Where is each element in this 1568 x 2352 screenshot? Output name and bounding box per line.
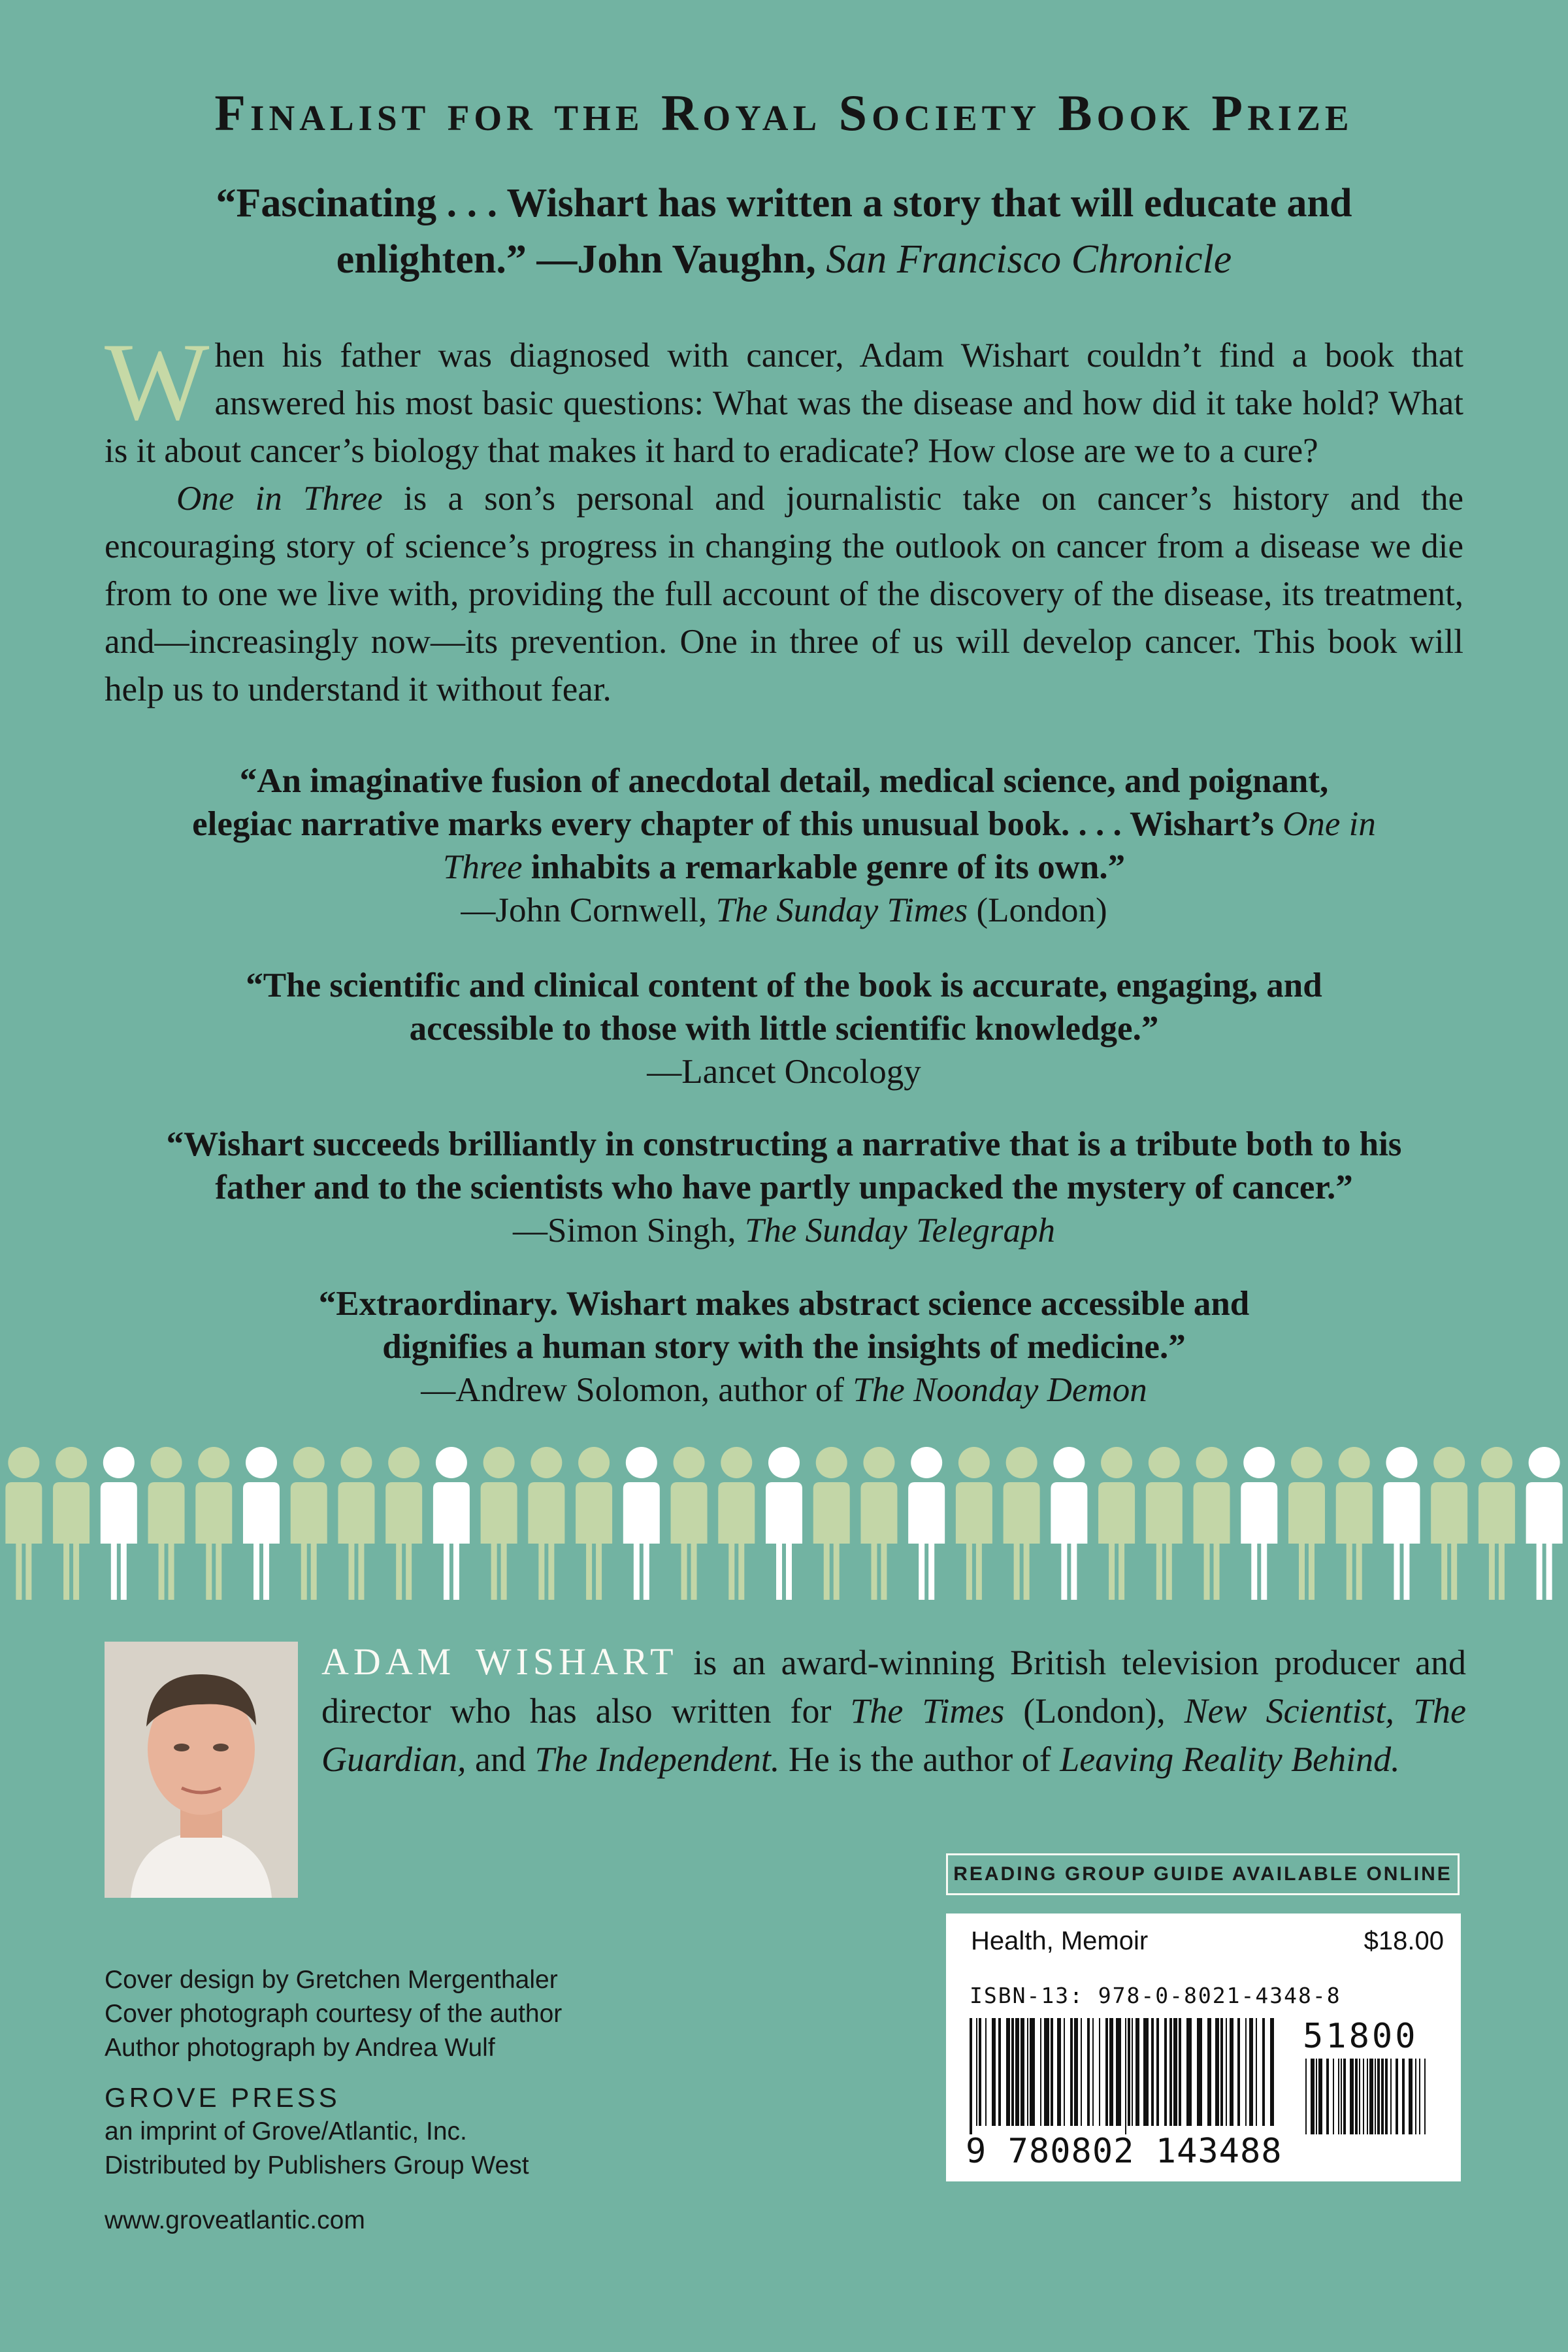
barcode-bar <box>1125 2018 1126 2134</box>
barcode-bar <box>1173 2018 1177 2126</box>
barcode-bar <box>1249 2018 1253 2126</box>
barcode-bar <box>1186 2018 1192 2126</box>
praise-1-text-b: inhabits a remarkable genre of its own.” <box>522 848 1126 886</box>
publisher-url[interactable]: www.groveatlantic.com <box>105 2206 365 2234</box>
author-photo <box>105 1642 298 1898</box>
barcode-bar <box>1375 2059 1376 2134</box>
praise-1-text-a: “An imaginative fusion of anecdotal detail, medical science, and poignant, elegiac narrative marks every chapter of this unusual book. . . . Wishart’s <box>192 762 1329 843</box>
praise-2-text: “The scientific and clinical content of the book is accurate, engaging, and accessible to those with little scientific knowledge.” <box>246 967 1322 1048</box>
barcode-bar <box>1316 2059 1317 2134</box>
bio-text-1: is an award-winning British television producer and director who has also written for <box>321 1643 1466 1731</box>
praise-quote-1 <box>189 759 1379 932</box>
barcode-bar <box>1409 2059 1413 2134</box>
barcode-bar <box>1381 2059 1384 2134</box>
person-figure <box>1004 1447 1040 1600</box>
praise-3-source: The Sunday Telegraph <box>744 1212 1055 1250</box>
barcode-bar <box>1135 2018 1139 2126</box>
barcode-bar <box>1333 2059 1334 2134</box>
barcode-bar <box>1355 2059 1358 2134</box>
bio-title-2: New Scientist, The Guardian, <box>321 1691 1466 1779</box>
barcode-bar <box>1151 2018 1154 2126</box>
isbn-label: ISBN-13: 978-0-8021-4348-8 <box>970 1983 1341 2008</box>
barcode-bar <box>1128 2018 1130 2126</box>
bio-title-3: The Independent. <box>534 1740 780 1779</box>
praise-quote-2 <box>235 964 1333 1093</box>
author-bio <box>321 1638 1466 1783</box>
bio-text-3: and <box>466 1740 535 1779</box>
person-figure <box>148 1447 185 1600</box>
barcode-bar <box>1197 2018 1202 2126</box>
bio-title-4: Leaving Reality Behind. <box>1060 1740 1400 1779</box>
barcode-bar <box>1419 2059 1420 2134</box>
person-figure <box>101 1447 137 1600</box>
bio-title-1: The Times <box>850 1691 1005 1731</box>
person-figure <box>623 1447 660 1600</box>
book-category: Health, Memoir <box>971 1927 1149 1955</box>
barcode-bar <box>1226 2018 1227 2126</box>
person-figure <box>385 1447 422 1600</box>
author-name: ADAM WISHART <box>321 1640 678 1683</box>
credit-cover-photo: Cover photograph courtesy of the author <box>105 2000 563 2028</box>
person-figure <box>1241 1447 1277 1600</box>
credit-cover-design: Cover design by Gretchen Mergenthaler <box>105 1966 558 1994</box>
barcode-bar <box>1390 2059 1392 2134</box>
person-figure <box>433 1447 470 1600</box>
barcode-bar <box>1262 2018 1265 2126</box>
person-figure <box>53 1447 90 1600</box>
barcode-bar <box>1237 2018 1240 2126</box>
barcode-bar <box>1305 2059 1307 2134</box>
barcode-bar <box>1164 2018 1167 2126</box>
person-figure <box>766 1447 802 1600</box>
barcode-bar <box>1270 2018 1274 2126</box>
barcode-bar <box>1230 2018 1233 2126</box>
barcode-bar <box>1057 2018 1061 2126</box>
person-figure <box>1051 1447 1087 1600</box>
blurb-paragraph-2 <box>105 475 1463 714</box>
barcode-box <box>946 1913 1461 2181</box>
barcode-bar <box>1021 2018 1024 2126</box>
person-figure <box>576 1447 612 1600</box>
person-figure <box>718 1447 755 1600</box>
barcode-bar <box>1424 2059 1426 2134</box>
top-quote-source: San Francisco Chronicle <box>826 237 1232 282</box>
barcode-bar <box>998 2018 1001 2126</box>
barcode-bar <box>1245 2018 1247 2126</box>
barcode-bar <box>1027 2018 1028 2126</box>
barcode-bar <box>976 2018 977 2126</box>
barcode-bar <box>1220 2018 1223 2126</box>
barcode-bar <box>1099 2018 1100 2126</box>
barcode-bar <box>992 2018 996 2126</box>
barcode-bar <box>1105 2018 1108 2126</box>
praise-4-text: “Extraordinary. Wishart makes abstract science accessible and dignifies a human story with the insights of medicine.” <box>318 1285 1250 1366</box>
barcode-bar <box>1156 2018 1159 2126</box>
barcode-bar <box>1402 2059 1405 2134</box>
person-figure <box>1288 1447 1325 1600</box>
person-figure <box>481 1447 517 1600</box>
publisher-imprint: an imprint of Grove/Atlantic, Inc. <box>105 2117 467 2145</box>
top-quote-attribution: —John Vaughn, <box>536 237 826 282</box>
barcode-bar <box>1040 2018 1041 2126</box>
barcode-bar <box>1377 2059 1380 2134</box>
person-figure <box>956 1447 992 1600</box>
person-figure <box>1336 1447 1373 1600</box>
barcode-bar <box>1363 2059 1364 2134</box>
person-figure <box>528 1447 564 1600</box>
praise-1-title: One in Three <box>442 805 1376 886</box>
barcode-bar <box>1109 2018 1113 2126</box>
barcode-bar <box>1064 2018 1065 2126</box>
praise-1-author: —John Cornwell, <box>461 891 716 929</box>
barcode-bar <box>1359 2059 1360 2134</box>
barcode-digits: 9 780802 143488 <box>966 2132 1282 2171</box>
blurb-paragraph-1 <box>105 320 1463 475</box>
credit-author-photo: Author photograph by Andrea Wulf <box>105 2034 495 2062</box>
barcode-bar <box>1396 2059 1398 2134</box>
barcode-bar <box>1132 2018 1133 2126</box>
barcode-bar <box>1044 2018 1049 2126</box>
barcode-bar <box>1367 2059 1368 2134</box>
barcode-bar <box>1169 2018 1172 2126</box>
barcode-bar <box>1015 2018 1019 2126</box>
bio-text-4: He is the author of <box>779 1740 1060 1779</box>
person-figure <box>291 1447 327 1600</box>
barcode-bar <box>1338 2059 1339 2134</box>
praise-1-source: The Sunday Times <box>715 891 968 929</box>
bio-text-2: (London), <box>1004 1691 1184 1731</box>
barcode-bar <box>985 2018 987 2126</box>
praise-4-source: The Noonday Demon <box>853 1371 1147 1409</box>
headline: Finalist for the Royal Society Book Prize <box>214 84 1354 141</box>
book-price: $18.00 <box>1364 1927 1444 1955</box>
praise-quote-4 <box>314 1282 1254 1412</box>
publisher-distributor: Distributed by Publishers Group West <box>105 2151 529 2179</box>
people-figure-row <box>0 1446 1568 1600</box>
person-figure <box>671 1447 708 1600</box>
barcode-bar <box>1318 2059 1322 2134</box>
barcode-bar <box>1081 2018 1082 2126</box>
reading-group-guide-badge: READING GROUP GUIDE AVAILABLE ONLINE <box>946 1853 1460 1895</box>
barcode-bar <box>1011 2018 1014 2126</box>
barcode-bar <box>1311 2059 1315 2134</box>
barcode-bar <box>1092 2018 1094 2126</box>
person-figure <box>1146 1447 1183 1600</box>
blurb <box>105 320 1463 714</box>
person-figure <box>813 1447 850 1600</box>
top-quote-text: “Fascinating . . . Wishart has written a story that will educate and enlighten.” <box>216 181 1352 282</box>
blurb-text-2: is a son’s personal and journalistic take on cancer’s history and the encouraging story of science’s progress in changing the outlook on cancer from a disease we die from to one we live with, providing the full account of the discovery of the disease, its treatment, and—increasingly now—its prevention. One in three of us will develop cancer. This book will help us to understand it without fear. <box>105 480 1463 708</box>
person-figure <box>1098 1447 1135 1600</box>
person-figure <box>338 1447 374 1600</box>
barcode-bar <box>1051 2018 1053 2126</box>
praise-3-text: “Wishart succeeds brilliantly in constructing a narrative that is a tribute both to his father and to the scientists who have partly unpacked the mystery of cancer.” <box>166 1125 1402 1206</box>
barcode-bar <box>1207 2018 1211 2126</box>
barcode-bar <box>1256 2018 1257 2126</box>
praise-quote-3 <box>118 1123 1450 1252</box>
person-figure <box>1383 1447 1420 1600</box>
praise-1-source-city: (London) <box>968 891 1107 929</box>
person-figure <box>1431 1447 1467 1600</box>
barcode-bar <box>1087 2018 1090 2126</box>
barcode-bar <box>1350 2059 1354 2134</box>
blurb-text-1: hen his father was diagnosed with cancer, Adam Wishart couldn’t find a book that answered his most basic questions: What was the disease and how did it take hold? What is it about cancer’s biology that makes it hard to eradicate? How close are we to a cure? <box>105 337 1463 470</box>
barcode-bar <box>1215 2018 1219 2126</box>
barcode-bar <box>1369 2059 1373 2134</box>
barcode-bar <box>1006 2018 1010 2126</box>
book-title: One in Three <box>176 480 383 518</box>
barcode-bar <box>1143 2018 1149 2126</box>
person-figure <box>195 1447 232 1600</box>
person-figure <box>908 1447 945 1600</box>
author-portrait-image <box>105 1642 298 1898</box>
person-figure <box>5 1447 42 1600</box>
barcode-supplement: 51800 <box>1303 2017 1418 2056</box>
barcode-bar <box>1326 2059 1329 2134</box>
drop-cap: W <box>105 320 210 443</box>
barcode-bar <box>979 2018 981 2126</box>
barcode-bar <box>1415 2059 1416 2134</box>
top-quote <box>131 175 1437 288</box>
person-figure <box>1526 1447 1563 1600</box>
credits <box>105 1963 562 2238</box>
barcode-bar <box>1343 2059 1346 2134</box>
person-figure <box>1194 1447 1230 1600</box>
barcode-bar <box>1074 2018 1078 2126</box>
barcode-bar <box>970 2018 972 2134</box>
barcode-bar <box>1116 2018 1121 2126</box>
person-figure <box>243 1447 280 1600</box>
praise-2-source: —Lancet Oncology <box>647 1053 921 1091</box>
barcode-bar <box>1179 2018 1181 2126</box>
barcode-bar <box>1341 2059 1342 2134</box>
barcode-bar <box>1070 2018 1073 2126</box>
publisher-name: GROVE PRESS <box>105 2082 340 2113</box>
person-figure <box>1478 1447 1515 1600</box>
praise-3-author: —Simon Singh, <box>513 1212 745 1250</box>
barcode-bar <box>1030 2018 1035 2126</box>
praise-4-author: —Andrew Solomon, author of <box>421 1371 853 1409</box>
barcode-bar <box>1385 2059 1388 2134</box>
person-figure <box>860 1447 897 1600</box>
